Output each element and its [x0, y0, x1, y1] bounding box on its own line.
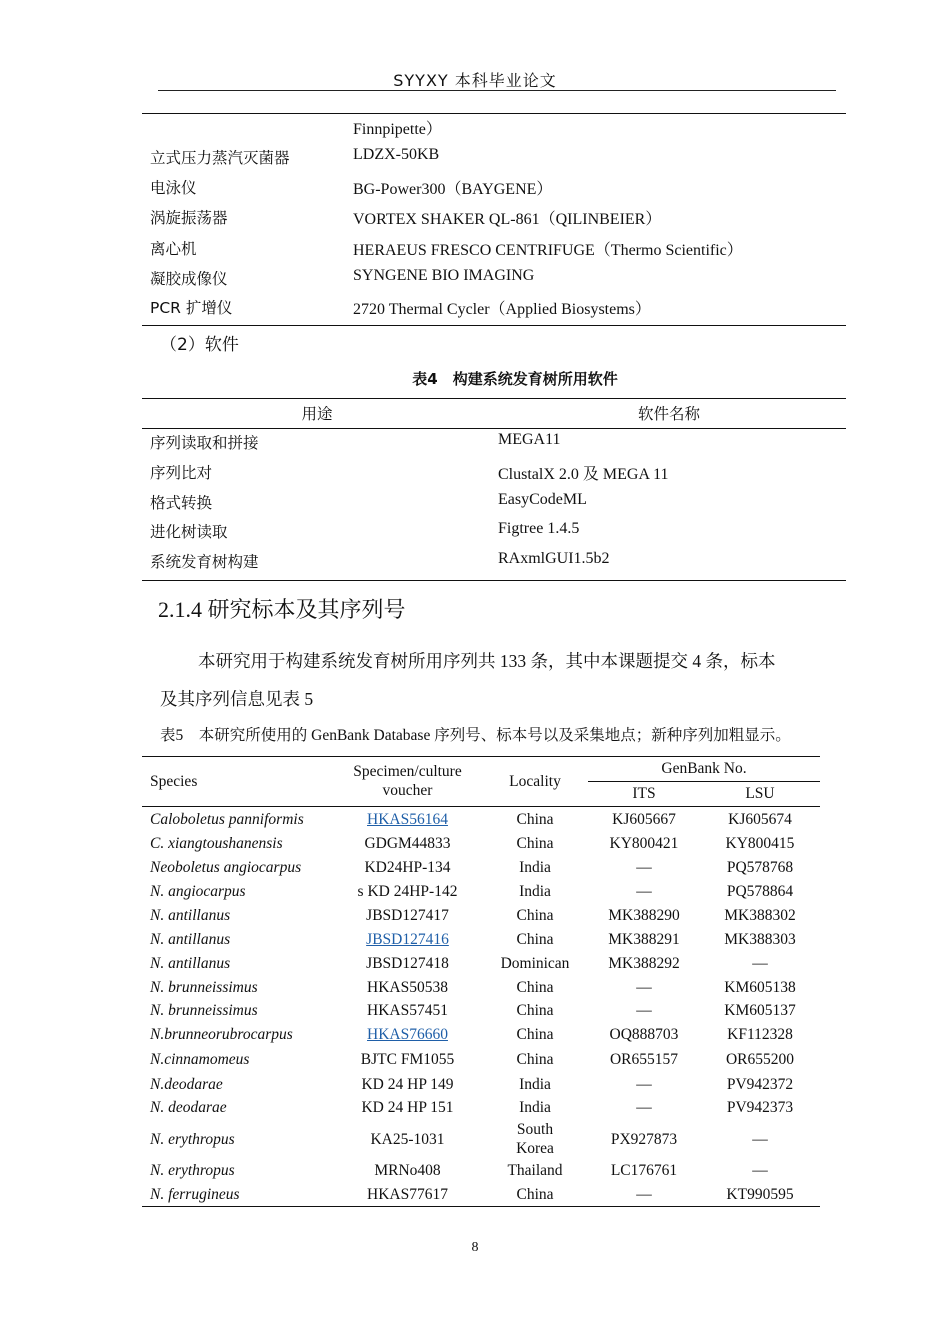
- lsu-cell: MK388302: [724, 907, 796, 924]
- voucher-cell: JBSD127417: [366, 907, 449, 924]
- equipment-name: 涡旋振荡器: [150, 209, 228, 227]
- table4-header-usage: 用途: [301, 405, 333, 423]
- voucher-cell: KA25-1031: [370, 1131, 445, 1148]
- header-rule: [158, 90, 836, 91]
- lsu-cell: KF112328: [727, 1026, 793, 1043]
- table4-usage-cell: 格式转换: [150, 494, 213, 512]
- table4-usage-cell: 进化树读取: [150, 523, 228, 541]
- voucher-cell: s KD 24HP-142: [357, 883, 458, 900]
- table5-header-voucher-2: voucher: [382, 782, 433, 799]
- table5-bottom-rule: [142, 1206, 820, 1207]
- its-cell: MK388291: [608, 931, 680, 948]
- table4-software-cell: ClustalX 2.0 及 MEGA 11: [498, 466, 669, 483]
- equipment-table-top-rule: [142, 113, 846, 114]
- species-cell: N. angiocarpus: [150, 883, 246, 900]
- table5-header-voucher-1: Specimen/culture: [353, 763, 462, 780]
- locality-cell: India: [519, 1076, 551, 1093]
- its-cell: OQ888703: [609, 1026, 679, 1043]
- its-cell: —: [636, 1099, 652, 1116]
- locality-cell: India: [519, 883, 551, 900]
- species-cell: N. erythropus: [150, 1131, 235, 1148]
- table4-software-cell: Figtree 1.4.5: [498, 520, 580, 537]
- species-cell: N.cinnamomeus: [150, 1051, 250, 1068]
- table4-header-software: 软件名称: [637, 405, 700, 423]
- voucher-link[interactable]: HKAS56164: [367, 811, 448, 828]
- its-cell: —: [636, 883, 652, 900]
- locality-cell: India: [519, 859, 551, 876]
- running-header: SYYXY 本科毕业论文: [393, 71, 557, 90]
- equipment-model: HERAEUS FRESCO CENTRIFUGE（Thermo Scientific）: [353, 242, 743, 259]
- table4-usage-cell: 序列读取和拼接: [150, 434, 259, 452]
- equipment-model: Finnpipette）: [353, 121, 442, 138]
- voucher-cell: GDGM44833: [364, 835, 451, 852]
- species-cell: N. brunneissimus: [150, 1002, 258, 1019]
- equipment-name: 立式压力蒸汽灭菌器: [150, 149, 290, 167]
- lsu-cell: OR655200: [725, 1051, 795, 1068]
- locality-cell: China: [516, 1026, 554, 1043]
- its-cell: KJ605667: [612, 811, 676, 828]
- species-cell: Caloboletus panniformis: [150, 811, 304, 828]
- voucher-cell: KD24HP-134: [364, 859, 451, 876]
- equipment-model: BG-Power300（BAYGENE）: [353, 181, 553, 198]
- table5-header-lsu: LSU: [745, 785, 775, 802]
- table4-software-cell: RAxmlGUI1.5b2: [498, 550, 610, 567]
- its-cell: KY800421: [609, 835, 679, 852]
- paragraph-line-2: 及其序列信息见表 5: [160, 689, 314, 709]
- page-number: 8: [471, 1240, 479, 1255]
- voucher-cell: HKAS57451: [367, 1002, 448, 1019]
- species-cell: N. antillanus: [150, 907, 231, 924]
- lsu-cell: —: [752, 1131, 768, 1148]
- section-heading: 2.1.4 研究标本及其序列号: [158, 597, 406, 622]
- voucher-link[interactable]: JBSD127416: [366, 931, 449, 948]
- locality-cell: China: [516, 1186, 554, 1203]
- lsu-cell: —: [752, 955, 768, 972]
- its-cell: —: [636, 979, 652, 996]
- table4-top-rule: [142, 398, 846, 399]
- table4-bottom-rule: [142, 580, 846, 581]
- table4-usage-cell: 系统发育树构建: [150, 553, 259, 571]
- voucher-cell: JBSD127418: [366, 955, 449, 972]
- equipment-name: 凝胶成像仪: [150, 270, 228, 288]
- table5-header-species: Species: [150, 773, 198, 790]
- locality-cell-line1: South: [516, 1121, 554, 1138]
- equipment-model: LDZX-50KB: [353, 146, 440, 163]
- lsu-cell: PV942372: [726, 1076, 794, 1093]
- its-cell: OR655157: [609, 1051, 679, 1068]
- lsu-cell: KJ605674: [728, 811, 792, 828]
- voucher-cell: HKAS77617: [367, 1186, 448, 1203]
- voucher-cell: KD 24 HP 151: [361, 1099, 454, 1116]
- species-cell: N. erythropus: [150, 1162, 235, 1179]
- its-cell: PX927873: [610, 1131, 678, 1148]
- species-cell: N. ferrugineus: [150, 1186, 240, 1203]
- table4-software-cell: EasyCodeML: [498, 491, 587, 508]
- locality-cell: China: [516, 907, 554, 924]
- locality-cell: Thailand: [507, 1162, 563, 1179]
- lsu-cell: PV942373: [726, 1099, 794, 1116]
- locality-cell: China: [516, 979, 554, 996]
- species-cell: Neoboletus angiocarpus: [150, 859, 302, 876]
- species-cell: N. brunneissimus: [150, 979, 258, 996]
- table5-caption: 表5 本研究所使用的 GenBank Database 序列号、标本号以及采集地点；新种序列加粗显示。: [160, 727, 791, 744]
- voucher-cell: BJTC FM1055: [360, 1051, 455, 1068]
- voucher-cell: HKAS50538: [367, 979, 448, 996]
- equipment-model: 2720 Thermal Cycler（Applied Biosystems）: [353, 301, 651, 318]
- table5-genbank-rule: [588, 781, 820, 782]
- paragraph-line-1: 本研究用于构建系统发育树所用序列共 133 条，其中本课题提交 4 条，标本: [198, 651, 776, 671]
- lsu-cell: KM605138: [724, 979, 796, 996]
- its-cell: —: [636, 1076, 652, 1093]
- locality-cell: Dominican: [500, 955, 570, 972]
- table5-header-genbank: GenBank No.: [661, 760, 747, 777]
- table5-top-rule: [142, 756, 820, 757]
- species-cell: C. xiangtoushanensis: [150, 835, 283, 852]
- locality-cell: China: [516, 835, 554, 852]
- voucher-cell: MRNo408: [374, 1162, 441, 1179]
- species-cell: N. deodarae: [150, 1099, 227, 1116]
- voucher-cell: KD 24 HP 149: [361, 1076, 454, 1093]
- voucher-link[interactable]: HKAS76660: [367, 1026, 448, 1043]
- equipment-model: SYNGENE BIO IMAGING: [353, 267, 535, 284]
- equipment-name: 电泳仪: [150, 179, 197, 197]
- its-cell: LC176761: [610, 1162, 678, 1179]
- lsu-cell: MK388303: [724, 931, 796, 948]
- its-cell: MK388290: [608, 907, 680, 924]
- lsu-cell: KT990595: [726, 1186, 794, 1203]
- its-cell: —: [636, 1186, 652, 1203]
- species-cell: N. antillanus: [150, 955, 231, 972]
- species-cell: N. antillanus: [150, 931, 231, 948]
- its-cell: —: [636, 859, 652, 876]
- its-cell: —: [636, 1002, 652, 1019]
- lsu-cell: —: [752, 1162, 768, 1179]
- lsu-cell: PQ578768: [726, 859, 794, 876]
- locality-cell: China: [516, 1051, 554, 1068]
- table4-caption: 表4 构建系统发育树所用软件: [412, 370, 618, 388]
- equipment-name: PCR 扩增仪: [150, 299, 233, 317]
- equipment-table-bottom-rule: [142, 325, 846, 326]
- table4-software-cell: MEGA11: [498, 431, 561, 448]
- locality-cell: China: [516, 811, 554, 828]
- table4-header-rule: [142, 428, 846, 429]
- lsu-cell: KY800415: [725, 835, 795, 852]
- locality-cell: China: [516, 1002, 554, 1019]
- its-cell: MK388292: [608, 955, 680, 972]
- species-cell: N.brunneorubrocarpus: [150, 1026, 293, 1043]
- table4-usage-cell: 序列比对: [150, 464, 213, 482]
- lsu-cell: PQ578864: [726, 883, 794, 900]
- equipment-name: 离心机: [150, 240, 197, 258]
- locality-cell: India: [519, 1099, 551, 1116]
- table5-header-its: ITS: [632, 785, 656, 802]
- table5-header-locality: Locality: [509, 773, 561, 790]
- species-cell: N.deodarae: [150, 1076, 223, 1093]
- table5-header-rule: [142, 806, 820, 807]
- locality-cell-line2: Korea: [516, 1140, 554, 1157]
- software-subsection-label: （2）软件: [160, 335, 239, 355]
- locality-cell: China: [516, 931, 554, 948]
- equipment-model: VORTEX SHAKER QL-861（QILINBEIER）: [353, 211, 662, 228]
- lsu-cell: KM605137: [724, 1002, 796, 1019]
